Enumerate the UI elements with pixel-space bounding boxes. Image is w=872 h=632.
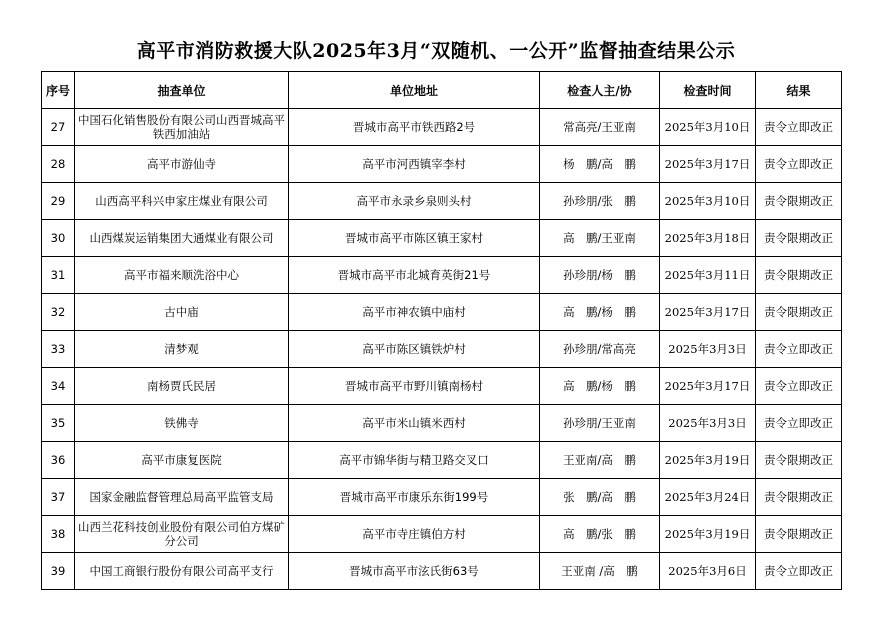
cell-address: 晋城市高平市北城育英街21号 xyxy=(289,257,540,294)
cell-date: 2025年3月3日 xyxy=(660,405,756,442)
cell-index: 37 xyxy=(42,479,75,516)
table-row xyxy=(42,405,842,442)
cell-date: 2025年3月10日 xyxy=(660,109,756,146)
cell-index: 32 xyxy=(42,294,75,331)
cell-date: 2025年3月17日 xyxy=(660,294,756,331)
cell-unit: 高平市福来顺洗浴中心 xyxy=(75,257,289,294)
cell-address: 高平市寺庄镇伯方村 xyxy=(289,516,540,553)
table-row xyxy=(42,331,842,368)
header-result: 结果 xyxy=(756,72,842,109)
cell-unit: 山西高平科兴申家庄煤业有限公司 xyxy=(75,183,289,220)
cell-inspectors: 孙珍朋/张 鹏 xyxy=(540,183,660,220)
page-title: 高平市消防救援大队2025年3月“双随机、一公开”监督抽查结果公示 xyxy=(136,40,736,62)
cell-date: 2025年3月19日 xyxy=(660,516,756,553)
cell-inspectors: 常高亮/王亚南 xyxy=(540,109,660,146)
cell-date: 2025年3月11日 xyxy=(660,257,756,294)
cell-inspectors: 王亚南 /高 鹏 xyxy=(540,553,660,590)
table-row xyxy=(42,516,842,553)
cell-address: 晋城市高平市泫氏街63号 xyxy=(289,553,540,590)
cell-address: 高平市米山镇米西村 xyxy=(289,405,540,442)
table-header-row xyxy=(42,72,842,109)
cell-unit: 南杨贾氏民居 xyxy=(75,368,289,405)
cell-index: 28 xyxy=(42,146,75,183)
table-row xyxy=(42,146,842,183)
cell-date: 2025年3月17日 xyxy=(660,368,756,405)
cell-inspectors: 王亚南/高 鹏 xyxy=(540,442,660,479)
cell-result: 责令限期改正 xyxy=(756,294,842,331)
cell-address: 高平市神农镇中庙村 xyxy=(289,294,540,331)
table-row xyxy=(42,442,842,479)
cell-unit: 铁佛寺 xyxy=(75,405,289,442)
cell-address: 晋城市高平市铁西路2号 xyxy=(289,109,540,146)
header-unit: 抽查单位 xyxy=(75,72,289,109)
cell-result: 责令限期改正 xyxy=(756,257,842,294)
cell-inspectors: 杨 鹏/高 鹏 xyxy=(540,146,660,183)
table-row xyxy=(42,220,842,257)
cell-index: 38 xyxy=(42,516,75,553)
table-row xyxy=(42,368,842,405)
cell-inspectors: 孙珍朋/王亚南 xyxy=(540,405,660,442)
cell-result: 责令立即改正 xyxy=(756,146,842,183)
cell-address: 高平市永录乡泉则头村 xyxy=(289,183,540,220)
cell-result: 责令立即改正 xyxy=(756,368,842,405)
cell-index: 31 xyxy=(42,257,75,294)
cell-date: 2025年3月10日 xyxy=(660,183,756,220)
header-date: 检查时间 xyxy=(660,72,756,109)
cell-unit: 中国石化销售股份有限公司山西晋城高平铁西加油站 xyxy=(75,109,289,146)
cell-date: 2025年3月24日 xyxy=(660,479,756,516)
header-inspectors: 检查人主/协 xyxy=(540,72,660,109)
cell-inspectors: 孙珍朋/杨 鹏 xyxy=(540,257,660,294)
cell-inspectors: 高 鹏/杨 鹏 xyxy=(540,294,660,331)
table-row xyxy=(42,479,842,516)
cell-inspectors: 孙珍朋/常高亮 xyxy=(540,331,660,368)
cell-index: 39 xyxy=(42,553,75,590)
cell-address: 高平市锦华街与精卫路交叉口 xyxy=(289,442,540,479)
cell-inspectors: 高 鹏/张 鹏 xyxy=(540,516,660,553)
cell-address: 高平市河西镇宰李村 xyxy=(289,146,540,183)
cell-unit: 高平市游仙寺 xyxy=(75,146,289,183)
cell-address: 晋城市高平市康乐东街199号 xyxy=(289,479,540,516)
cell-date: 2025年3月6日 xyxy=(660,553,756,590)
cell-unit: 山西兰花科技创业股份有限公司伯方煤矿分公司 xyxy=(75,516,289,553)
cell-unit: 山西煤炭运销集团大通煤业有限公司 xyxy=(75,220,289,257)
cell-result: 责令限期改正 xyxy=(756,479,842,516)
cell-result: 责令限期改正 xyxy=(756,183,842,220)
cell-index: 34 xyxy=(42,368,75,405)
cell-result: 责令限期改正 xyxy=(756,220,842,257)
cell-inspectors: 张 鹏/高 鹏 xyxy=(540,479,660,516)
cell-address: 高平市陈区镇铁炉村 xyxy=(289,331,540,368)
cell-date: 2025年3月19日 xyxy=(660,442,756,479)
cell-inspectors: 高 鹏/王亚南 xyxy=(540,220,660,257)
cell-index: 33 xyxy=(42,331,75,368)
cell-unit: 高平市康复医院 xyxy=(75,442,289,479)
cell-date: 2025年3月17日 xyxy=(660,146,756,183)
cell-unit: 清梦观 xyxy=(75,331,289,368)
cell-result: 责令限期改正 xyxy=(756,442,842,479)
cell-result: 责令立即改正 xyxy=(756,405,842,442)
cell-result: 责令立即改正 xyxy=(756,553,842,590)
cell-result: 责令立即改正 xyxy=(756,331,842,368)
cell-index: 30 xyxy=(42,220,75,257)
header-index: 序号 xyxy=(42,72,75,109)
cell-index: 27 xyxy=(42,109,75,146)
cell-index: 36 xyxy=(42,442,75,479)
cell-result: 责令立即改正 xyxy=(756,109,842,146)
cell-index: 29 xyxy=(42,183,75,220)
table-row xyxy=(42,294,842,331)
table-row xyxy=(42,257,842,294)
cell-date: 2025年3月18日 xyxy=(660,220,756,257)
cell-date: 2025年3月3日 xyxy=(660,331,756,368)
cell-index: 35 xyxy=(42,405,75,442)
table-row xyxy=(42,183,842,220)
cell-unit: 国家金融监督管理总局高平监管支局 xyxy=(75,479,289,516)
cell-unit: 中国工商银行股份有限公司高平支行 xyxy=(75,553,289,590)
cell-result: 责令限期改正 xyxy=(756,516,842,553)
cell-address: 晋城市高平市陈区镇王家村 xyxy=(289,220,540,257)
header-address: 单位地址 xyxy=(289,72,540,109)
cell-unit: 古中庙 xyxy=(75,294,289,331)
table-row xyxy=(42,109,842,146)
table-row xyxy=(42,553,842,590)
cell-address: 晋城市高平市野川镇南杨村 xyxy=(289,368,540,405)
results-table xyxy=(41,71,842,590)
cell-inspectors: 高 鹏/杨 鹏 xyxy=(540,368,660,405)
